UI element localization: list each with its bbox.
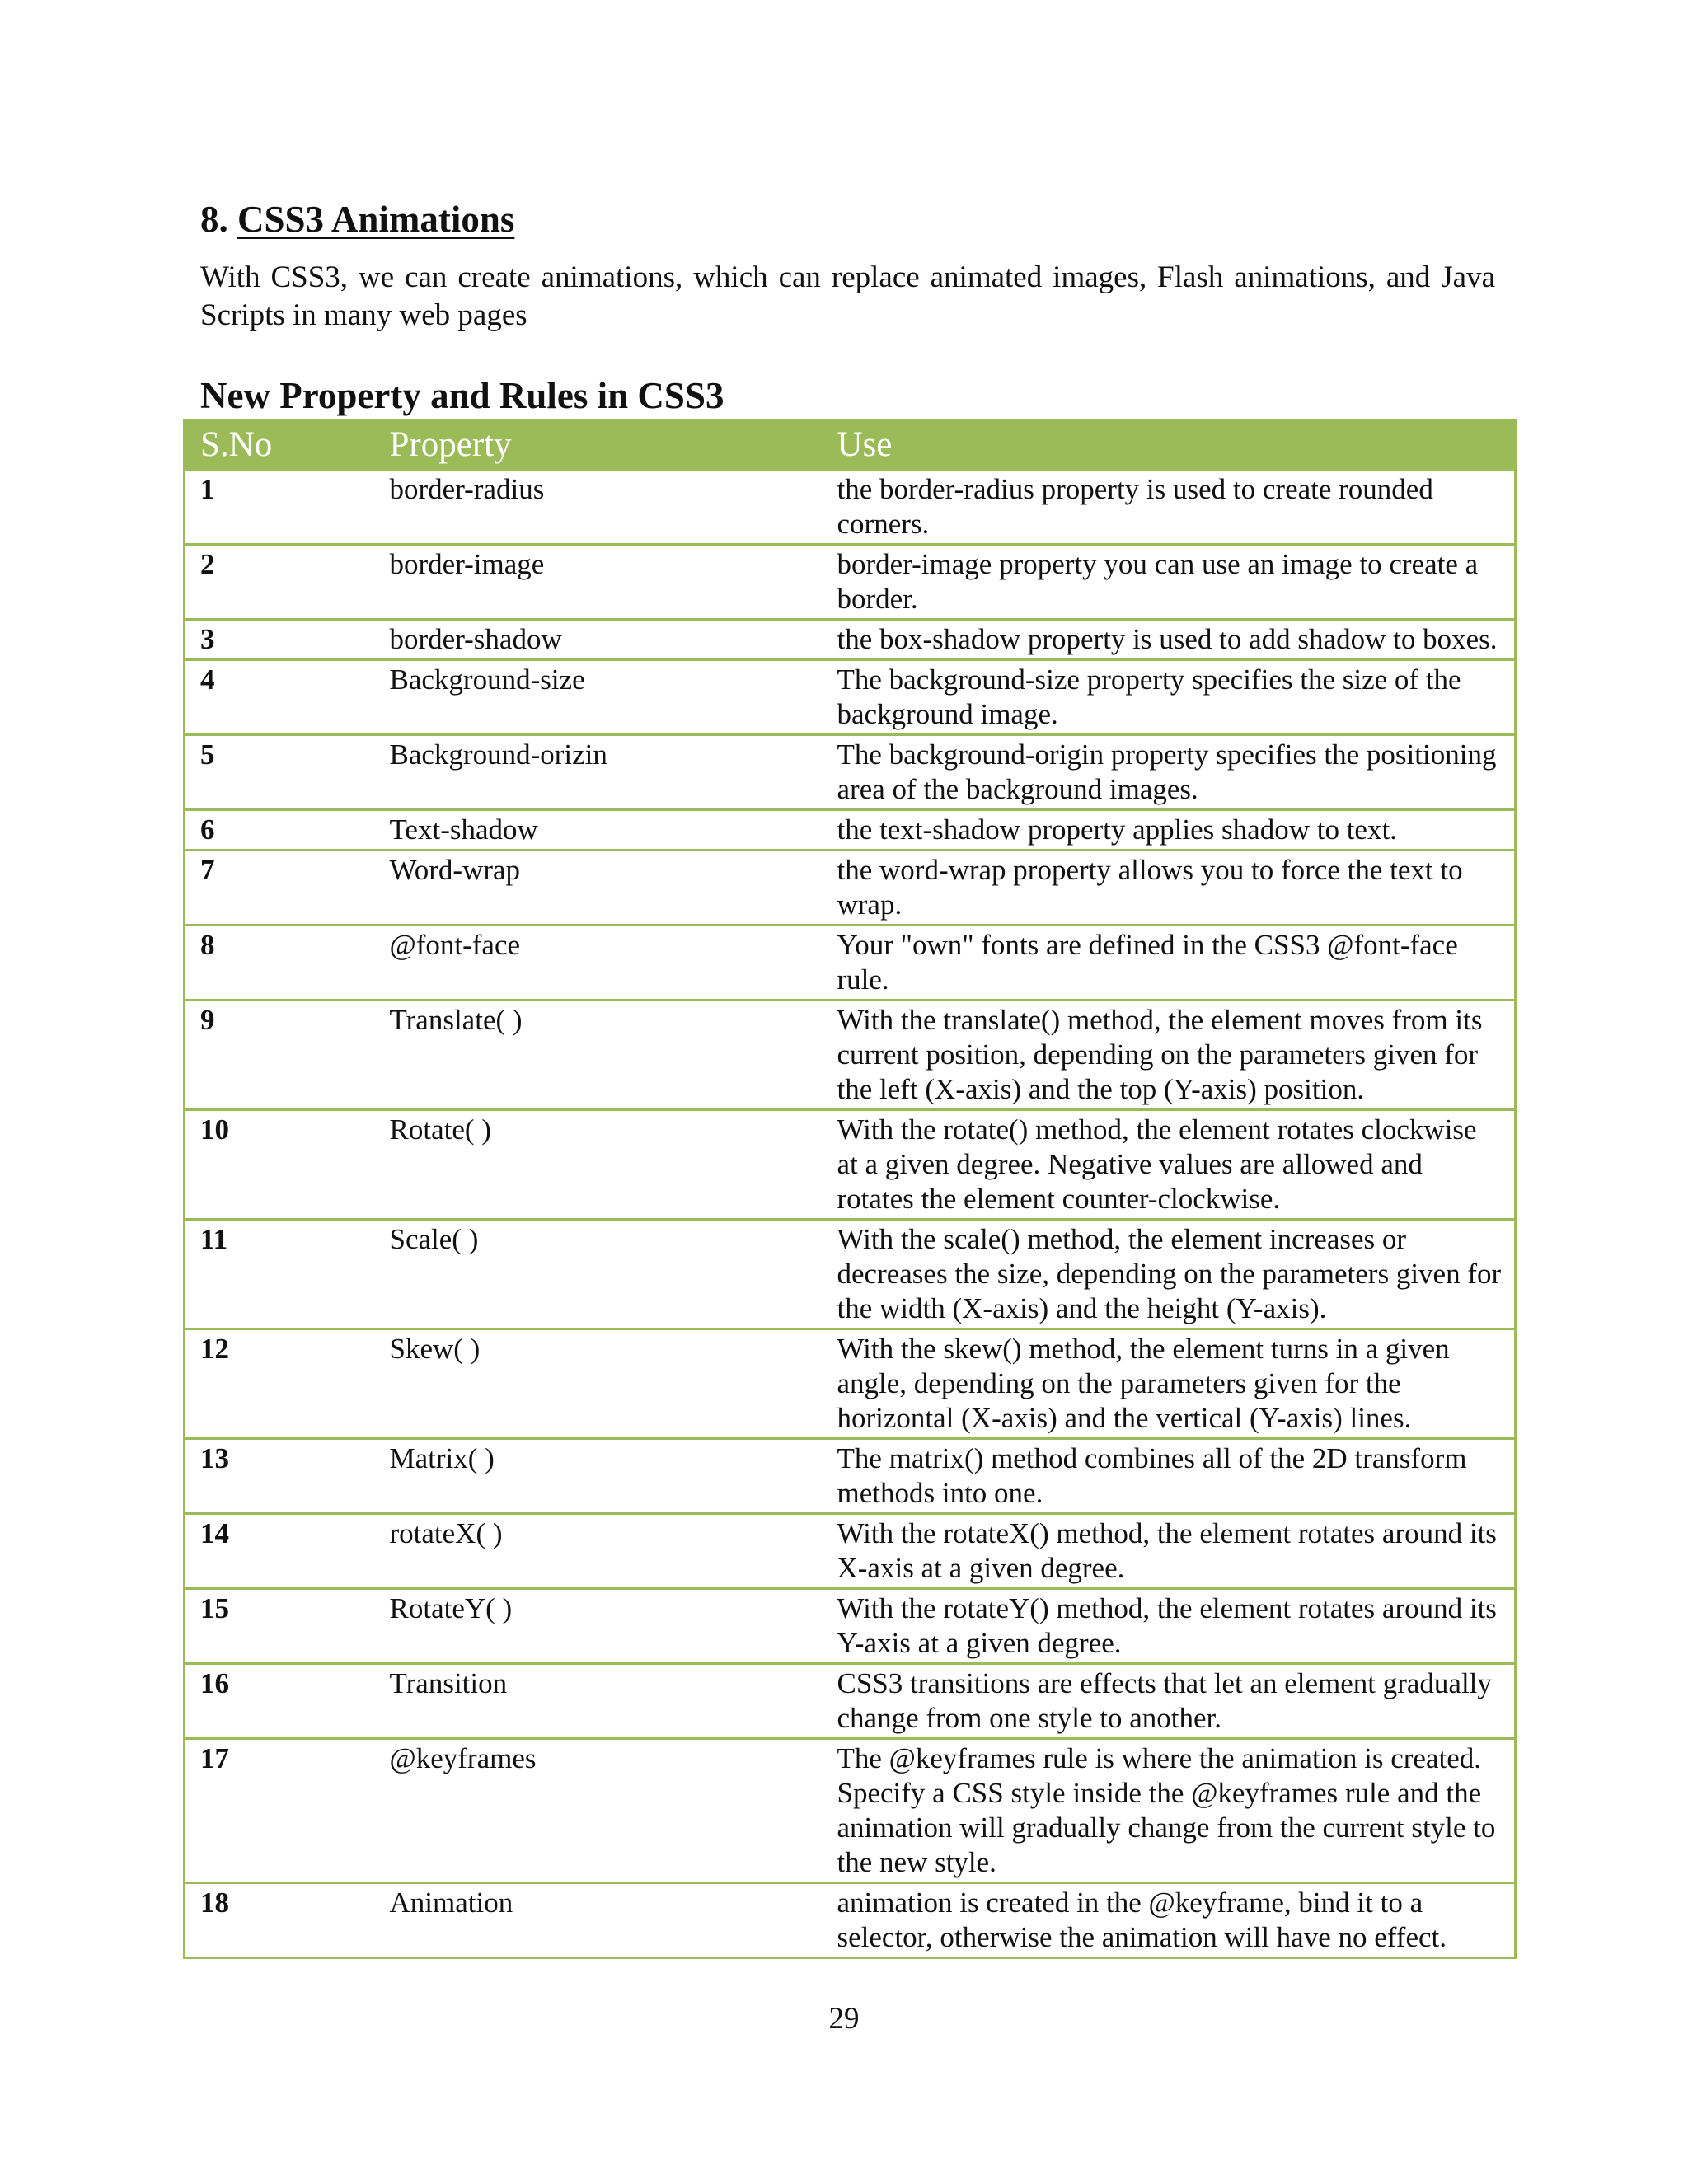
table-row (185, 620, 1516, 660)
table-container (183, 419, 1514, 1959)
cell-property: RotateY( ) (376, 1589, 824, 1664)
cell-sno: 8 (185, 926, 376, 1001)
cell-sno: 5 (185, 735, 376, 810)
cell-sno: 15 (185, 1589, 376, 1664)
cell-sno: 18 (185, 1883, 376, 1958)
table-row (185, 660, 1516, 735)
cell-property: Background-size (376, 660, 824, 735)
cell-sno: 7 (185, 851, 376, 926)
table-row (185, 545, 1516, 620)
cell-property: border-shadow (376, 620, 824, 660)
column-header-sno: S.No (185, 420, 376, 470)
cell-use: With the translate() method, the element moves from its current position, depending on the parameters given for the left (X-axis) and the top (Y-axis) position. (824, 1001, 1516, 1110)
table-row (185, 1739, 1516, 1883)
cell-property: Translate( ) (376, 1001, 824, 1110)
cell-property: Background-orizin (376, 735, 824, 810)
cell-use: With the rotateX() method, the element rotates around its X-axis at a given degree. (824, 1514, 1516, 1589)
table-header (185, 420, 1516, 470)
cell-sno: 11 (185, 1220, 376, 1329)
cell-property: Scale( ) (376, 1220, 824, 1329)
table-row (185, 851, 1516, 926)
section-heading (200, 196, 514, 242)
cell-use: The background-origin property specifies the positioning area of the background images. (824, 735, 1516, 810)
cell-property: Transition (376, 1664, 824, 1739)
column-header-use: Use (824, 420, 1516, 470)
table-row (185, 470, 1516, 545)
cell-use: the box-shadow property is used to add shadow to boxes. (824, 620, 1516, 660)
cell-property: Skew( ) (376, 1329, 824, 1439)
cell-property: border-radius (376, 470, 824, 545)
cell-property: Matrix( ) (376, 1439, 824, 1514)
table-row (185, 1664, 1516, 1739)
cell-use: the word-wrap property allows you to force the text to wrap. (824, 851, 1516, 926)
cell-use: With the rotate() method, the element rotates clockwise at a given degree. Negative values are allowed and rotates the element counter-clockwise. (824, 1110, 1516, 1220)
cell-sno: 9 (185, 1001, 376, 1110)
intro-paragraph: With CSS3, we can create animations, which can replace animated images, Flash animations, and Java Scripts in many web pages (200, 260, 1495, 332)
cell-property: Rotate( ) (376, 1110, 824, 1220)
cell-property: Text-shadow (376, 810, 824, 851)
cell-use: The background-size property specifies the size of the background image. (824, 660, 1516, 735)
cell-property: Animation (376, 1883, 824, 1958)
cell-use: the border-radius property is used to create rounded corners. (824, 470, 1516, 545)
cell-use: the text-shadow property applies shadow to text. (824, 810, 1516, 851)
table-row (185, 1589, 1516, 1664)
table-row (185, 1110, 1516, 1220)
cell-property: Word-wrap (376, 851, 824, 926)
cell-sno: 10 (185, 1110, 376, 1220)
cell-sno: 17 (185, 1739, 376, 1883)
table-row (185, 810, 1516, 851)
cell-use: With the rotateY() method, the element rotates around its Y-axis at a given degree. (824, 1589, 1516, 1664)
table-row (185, 735, 1516, 810)
table-heading: New Property and Rules in CSS3 (200, 375, 724, 416)
section-number: 8. (200, 199, 228, 240)
cell-sno: 1 (185, 470, 376, 545)
table-row (185, 1329, 1516, 1439)
cell-sno: 6 (185, 810, 376, 851)
table-row (185, 1439, 1516, 1514)
cell-property: rotateX( ) (376, 1514, 824, 1589)
table-row (185, 1514, 1516, 1589)
cell-use: Your "own" fonts are defined in the CSS3 @font-face rule. (824, 926, 1516, 1001)
cell-use: animation is created in the @keyframe, bind it to a selector, otherwise the animation will have no effect. (824, 1883, 1516, 1958)
table-row (185, 926, 1516, 1001)
cell-sno: 12 (185, 1329, 376, 1439)
table-body (185, 470, 1516, 1958)
cell-property: border-image (376, 545, 824, 620)
cell-use: border-image property you can use an image to create a border. (824, 545, 1516, 620)
table-row (185, 1001, 1516, 1110)
cell-property: @font-face (376, 926, 824, 1001)
section-title: CSS3 Animations (237, 199, 515, 240)
cell-use: With the scale() method, the element increases or decreases the size, depending on the parameters given for the width (X-axis) and the height (Y-axis). (824, 1220, 1516, 1329)
page-number: 29 (828, 2002, 860, 2036)
cell-sno: 2 (185, 545, 376, 620)
table-header-row (185, 420, 1516, 470)
cell-sno: 16 (185, 1664, 376, 1739)
cell-sno: 14 (185, 1514, 376, 1589)
cell-sno: 13 (185, 1439, 376, 1514)
cell-use: CSS3 transitions are effects that let an element gradually change from one style to another. (824, 1664, 1516, 1739)
cell-use: With the skew() method, the element turns in a given angle, depending on the parameters given for the horizontal (X-axis) and the vertical (Y-axis) lines. (824, 1329, 1516, 1439)
cell-use: The @keyframes rule is where the animation is created. Specify a CSS style inside the @keyframes rule and the animation will gradually change from the current style to the new style. (824, 1739, 1516, 1883)
cell-use: The matrix() method combines all of the 2D transform methods into one. (824, 1439, 1516, 1514)
cell-sno: 4 (185, 660, 376, 735)
css3-properties-table (183, 419, 1517, 1959)
cell-property: @keyframes (376, 1739, 824, 1883)
table-row (185, 1220, 1516, 1329)
table-row (185, 1883, 1516, 1958)
column-header-property: Property (376, 420, 824, 470)
cell-sno: 3 (185, 620, 376, 660)
